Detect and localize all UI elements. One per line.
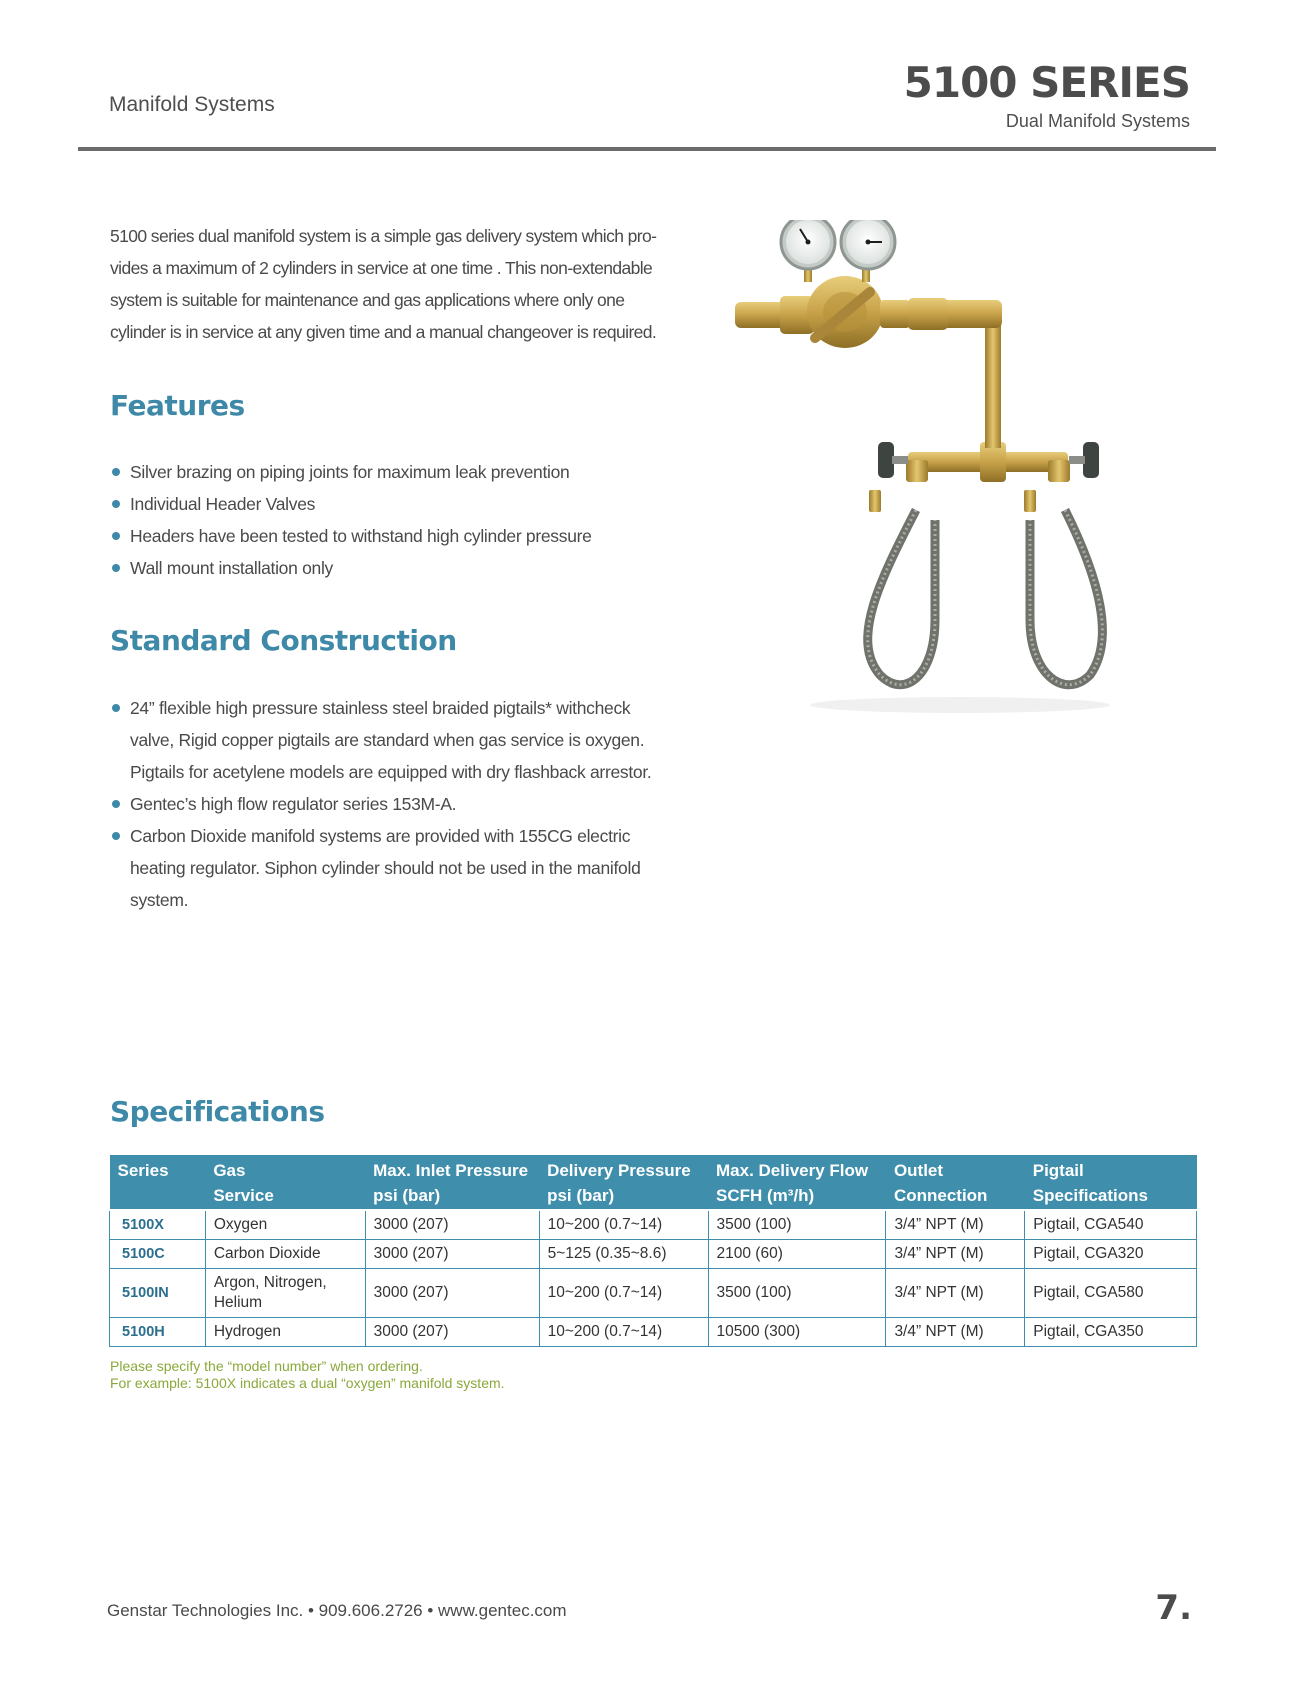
series-title: 5100 SERIES bbox=[903, 58, 1190, 107]
inlet-cell: 3000 (207) bbox=[365, 1318, 539, 1347]
table-header-row bbox=[110, 1155, 1197, 1210]
bullet-icon bbox=[112, 704, 120, 712]
column-header: Delivery Pressure psi (bar) bbox=[539, 1155, 708, 1210]
bullet-icon bbox=[112, 564, 120, 572]
delivery-cell: 10~200 (0.7~14) bbox=[539, 1269, 708, 1318]
list-item bbox=[112, 820, 672, 916]
flow-cell: 3500 (100) bbox=[708, 1269, 886, 1318]
intro-line: vides a maximum of 2 cylinders in service at one time . This non-extendable bbox=[110, 258, 653, 278]
intro-line: cylinder is in service at any given time and a manual changeover is required. bbox=[110, 322, 657, 342]
column-header: Max. Inlet Pressure psi (bar) bbox=[365, 1155, 539, 1210]
list-item bbox=[112, 692, 672, 788]
list-item-text: Carbon Dioxide manifold systems are provided with 155CG electric bbox=[130, 826, 631, 846]
list-item-text: Silver brazing on piping joints for maximum leak prevention bbox=[130, 462, 570, 482]
pigtail-cell: Pigtail, CGA350 bbox=[1025, 1318, 1197, 1347]
series-cell: 5100H bbox=[110, 1318, 206, 1347]
gas-cell: Oxygen bbox=[205, 1210, 365, 1240]
series-cell: 5100C bbox=[110, 1240, 206, 1269]
table-row bbox=[110, 1210, 1197, 1240]
outlet-cell: 3/4” NPT (M) bbox=[886, 1240, 1025, 1269]
intro-line: system is suitable for maintenance and gas applications where only one bbox=[110, 290, 625, 310]
list-item bbox=[112, 520, 672, 552]
bullet-icon bbox=[112, 800, 120, 808]
construction-list bbox=[112, 692, 672, 916]
delivery-cell: 10~200 (0.7~14) bbox=[539, 1318, 708, 1347]
list-item-text: system. bbox=[130, 890, 189, 910]
list-item bbox=[112, 552, 672, 584]
outlet-cell: 3/4” NPT (M) bbox=[886, 1210, 1025, 1240]
table-row bbox=[110, 1318, 1197, 1347]
section-name: Manifold Systems bbox=[109, 93, 275, 116]
list-item-text: 24” flexible high pressure stainless steel braided pigtails* withcheck bbox=[130, 698, 631, 718]
column-header: Gas Service bbox=[205, 1155, 365, 1210]
intro-line: 5100 series dual manifold system is a simple gas delivery system which pro- bbox=[110, 226, 657, 246]
delivery-cell: 10~200 (0.7~14) bbox=[539, 1210, 708, 1240]
series-cell: 5100X bbox=[110, 1210, 206, 1240]
pigtail-cell: Pigtail, CGA320 bbox=[1025, 1240, 1197, 1269]
column-header: Series bbox=[110, 1155, 206, 1210]
gas-cell: Hydrogen bbox=[205, 1318, 365, 1347]
list-item-text: Headers have been tested to withstand high cylinder pressure bbox=[130, 526, 592, 546]
flow-cell: 2100 (60) bbox=[708, 1240, 886, 1269]
inlet-cell: 3000 (207) bbox=[365, 1210, 539, 1240]
bullet-icon bbox=[112, 500, 120, 508]
inlet-cell: 3000 (207) bbox=[365, 1269, 539, 1318]
outlet-cell: 3/4” NPT (M) bbox=[886, 1318, 1025, 1347]
outlet-cell: 3/4” NPT (M) bbox=[886, 1269, 1025, 1318]
ordering-note: Please specify the “model number” when ordering. bbox=[110, 1358, 423, 1374]
list-item bbox=[112, 456, 672, 488]
bullet-icon bbox=[112, 832, 120, 840]
table-row bbox=[110, 1269, 1197, 1318]
list-item bbox=[112, 788, 672, 820]
gas-cell: Carbon Dioxide bbox=[205, 1240, 365, 1269]
table-row bbox=[110, 1240, 1197, 1269]
example-note: For example: 5100X indicates a dual “oxygen” manifold system. bbox=[110, 1375, 505, 1391]
footer-contact: Genstar Technologies Inc. • 909.606.2726 • www.gentec.com bbox=[107, 1601, 567, 1620]
bullet-icon bbox=[112, 532, 120, 540]
list-item bbox=[112, 488, 672, 520]
inlet-cell: 3000 (207) bbox=[365, 1240, 539, 1269]
list-item-text: Gentec’s high flow regulator series 153M-A. bbox=[130, 794, 457, 814]
header-divider bbox=[78, 147, 1216, 151]
construction-heading: Standard Construction bbox=[110, 624, 457, 657]
gas-cell: Argon, Nitrogen, Helium bbox=[205, 1269, 365, 1318]
specifications-heading: Specifications bbox=[110, 1095, 325, 1128]
features-list bbox=[112, 456, 672, 584]
intro-paragraph bbox=[110, 220, 655, 348]
specifications-table bbox=[109, 1155, 1197, 1347]
pigtail-cell: Pigtail, CGA540 bbox=[1025, 1210, 1197, 1240]
list-item-text: Individual Header Valves bbox=[130, 494, 316, 514]
manifold-product-image bbox=[730, 220, 1170, 720]
delivery-cell: 5~125 (0.35~8.6) bbox=[539, 1240, 708, 1269]
list-item-text: Wall mount installation only bbox=[130, 558, 333, 578]
column-header: Outlet Connection bbox=[886, 1155, 1025, 1210]
list-item-text: valve, Rigid copper pigtails are standard when gas service is oxygen. bbox=[130, 730, 645, 750]
series-cell: 5100IN bbox=[110, 1269, 206, 1318]
flow-cell: 10500 (300) bbox=[708, 1318, 886, 1347]
list-item-text: heating regulator. Siphon cylinder should not be used in the manifold bbox=[130, 858, 641, 878]
series-subtitle: Dual Manifold Systems bbox=[1005, 111, 1190, 131]
list-item-text: Pigtails for acetylene models are equipped with dry flashback arrestor. bbox=[130, 762, 652, 782]
page-number: 7. bbox=[1155, 1588, 1192, 1628]
features-heading: Features bbox=[110, 389, 245, 422]
flow-cell: 3500 (100) bbox=[708, 1210, 886, 1240]
column-header: Pigtail Specifications bbox=[1025, 1155, 1197, 1210]
bullet-icon bbox=[112, 468, 120, 476]
pigtail-cell: Pigtail, CGA580 bbox=[1025, 1269, 1197, 1318]
column-header: Max. Delivery Flow SCFH (m³/h) bbox=[708, 1155, 886, 1210]
